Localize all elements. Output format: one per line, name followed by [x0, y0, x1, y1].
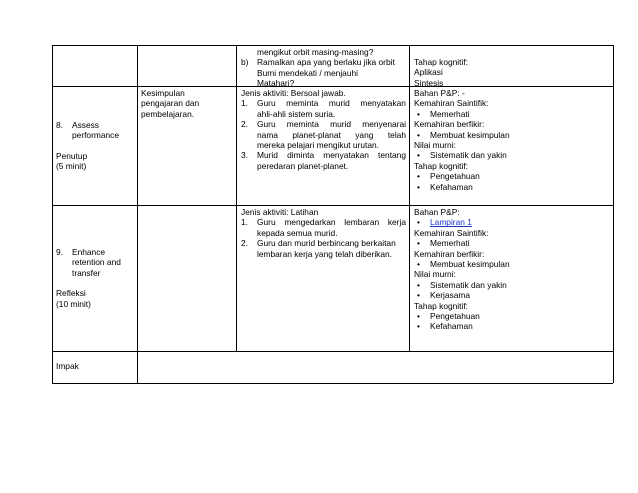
saintifik-label: Kemahiran Saintifik: [414, 98, 489, 109]
kognitif-label: Tahap kognitif: [414, 160, 469, 171]
activity-text: Guru dan murid berbincang berkaitan [257, 238, 396, 249]
list-item: • Sistematik dan yakin [417, 279, 507, 290]
activity-text: Bumi mendekati / menjauhi [257, 67, 359, 78]
bullet-icon: • [417, 310, 420, 321]
activity-item [241, 150, 406, 171]
activity-text: peredaran planet-planet. [257, 160, 349, 171]
notes-cell-8 [414, 88, 610, 192]
step-number: 8. [56, 120, 63, 130]
step-title-line: transfer [72, 267, 101, 278]
activity-text: mengikut orbit masing-masing? [257, 47, 374, 57]
step-duration: (10 minit) [56, 298, 91, 309]
list-item: • Pengetahuan [417, 310, 480, 321]
bullet-icon: • [417, 217, 420, 228]
berfikir-label: Kemahiran berfikir: [414, 119, 485, 130]
activity-type: Jenis aktiviti: Latihan [241, 207, 319, 217]
notes-cell-continued [414, 57, 610, 88]
step-title-line: Assess [72, 120, 99, 130]
list-item: • Membuat kesimpulan [417, 129, 510, 140]
list-item: • Kefahaman [417, 181, 473, 192]
list-item: • Membuat kesimpulan [417, 258, 510, 269]
bullet-icon: • [417, 150, 420, 161]
activity-text: mereka pelajari mengikut urutan. [257, 139, 379, 150]
bullet-icon: • [417, 321, 420, 332]
list-item[interactable] [414, 217, 610, 227]
notes-text: Aplikasi [414, 67, 443, 78]
list-item: • Memerhati [417, 108, 470, 119]
step-title-line: performance [72, 130, 120, 141]
step-cell-9 [56, 247, 134, 309]
step-duration: (5 minit) [56, 161, 87, 172]
murni-label: Nilai murni: [414, 269, 456, 280]
bahan-label: Bahan P&P: [414, 207, 460, 217]
content-text: Kesimpulan [141, 88, 185, 98]
murni-label: Nilai murni: [414, 139, 456, 150]
activity-text: Guru mengedarkan lembaran kerja [257, 217, 406, 228]
bullet-icon: • [417, 290, 420, 301]
activity-type: Jenis aktiviti: Bersoal jawab. [241, 88, 346, 98]
notes-text: Tahap kognitif: [414, 57, 469, 67]
list-item: • Memerhati [417, 238, 470, 249]
step-number: 9. [56, 247, 63, 257]
activity-text: nama planet-planat yang telah [257, 129, 406, 140]
activity-item [241, 98, 406, 119]
table-border-left [52, 45, 53, 383]
list-item: • Kerjasama [417, 290, 471, 301]
activity-cell-continued [241, 47, 406, 89]
bullet-icon: • [417, 108, 420, 119]
table-border-right [613, 45, 614, 383]
activity-text: Ramalkan apa yang berlaku jika orbit [257, 57, 395, 68]
step-title-line: retention and [72, 257, 121, 268]
berfikir-label: Kemahiran berfikir: [414, 248, 485, 259]
activity-item-b [241, 57, 406, 88]
activity-text: kepada semua murid. [257, 227, 338, 238]
saintifik-label: Kemahiran Saintifik: [414, 227, 489, 238]
bahan-label: Bahan P&P: - [414, 88, 465, 98]
item-marker: 1. [241, 217, 248, 228]
impak-label: Impak [56, 361, 79, 371]
content-text: pembelajaran. [141, 108, 195, 119]
bullet-icon: • [417, 258, 420, 269]
activity-item [241, 238, 406, 259]
step-title [56, 120, 134, 141]
table-column-divider [236, 45, 237, 351]
table-border-bottom [52, 383, 613, 384]
notes-cell-9 [414, 207, 610, 332]
activity-text: Guru meminta murid menyatakan [257, 98, 406, 109]
item-marker: b) [241, 57, 249, 68]
step-cell-8 [56, 120, 134, 172]
step-title-line: Enhance [72, 247, 106, 257]
item-marker: 3. [241, 150, 248, 161]
step-phase: Refleksi [56, 288, 86, 299]
item-marker: 2. [241, 119, 248, 130]
list-item: • Pengetahuan [417, 171, 480, 182]
bullet-icon: • [417, 129, 420, 140]
activity-item [241, 217, 406, 238]
activity-text: lembaran kerja yang telah diberikan. [257, 248, 393, 259]
bullet-icon: • [417, 238, 420, 249]
table-column-divider [137, 45, 138, 383]
item-marker: 1. [241, 98, 248, 109]
activity-text: ahli-ahli sistem suria. [257, 108, 336, 119]
impak-cell [56, 361, 134, 371]
activity-cell-9 [241, 207, 406, 259]
list-item: • Sistematik dan yakin [417, 150, 507, 161]
notes-text: Sintesis [414, 77, 444, 88]
activity-cell-8 [241, 88, 406, 171]
content-text: pengajaran dan [141, 98, 200, 109]
activity-text: Murid diminta menyatakan tentang [257, 150, 406, 161]
kognitif-label: Tahap kognitif: [414, 300, 469, 311]
activity-text: Matahari? [257, 78, 295, 89]
step-phase: Penutup [56, 150, 88, 161]
activity-text: Guru meminta murid menyenarai [257, 119, 406, 130]
bullet-icon: • [417, 279, 420, 290]
list-item: • Kefahaman [417, 321, 473, 332]
step-title [56, 247, 134, 278]
activity-item [241, 119, 406, 150]
content-cell-8 [141, 88, 233, 119]
item-marker: 2. [241, 238, 248, 249]
lampiran-link[interactable]: Lampiran 1 [430, 217, 472, 228]
bullet-icon: • [417, 181, 420, 192]
table-column-divider [409, 45, 410, 351]
bullet-icon: • [417, 171, 420, 182]
